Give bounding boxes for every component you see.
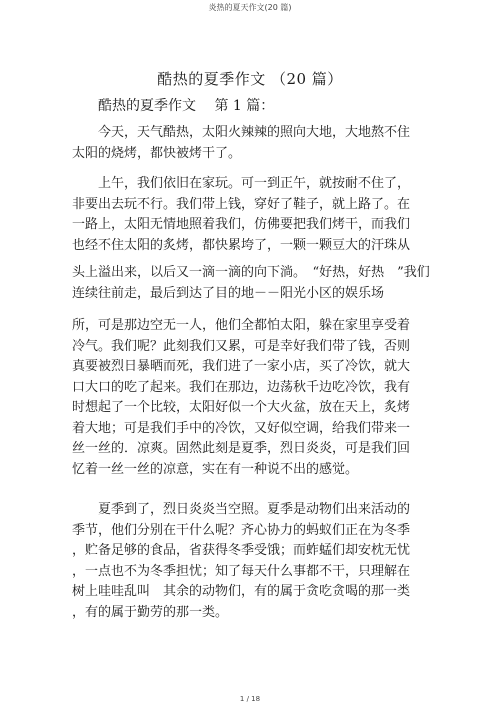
- text-line: 真要被烈日暴晒而死，我们进了一家小店，买了冷饮，就大: [72, 359, 411, 374]
- text-line: 夏季到了，烈日炎炎当空照。夏季是动物们出来活动的: [72, 502, 411, 517]
- text-line: ，贮备足够的食品，省获得冬季受饿；而蚱蜢们却安枕无忧: [72, 543, 411, 558]
- text-line: 连续往前走，最后到达了目的地－－阳光小区的娱乐场: [72, 285, 385, 301]
- text-line: 季节，他们分别在干什么呢？齐心协力的蚂蚁们正在为冬季: [72, 522, 411, 538]
- paragraph-4: [72, 316, 411, 480]
- text-line: 所，可是那边空无一人，他们全都怕太阳，躲在家里享受着: [72, 318, 411, 333]
- text-line: 冷气。我们呢？此刻我们又累，可是幸好我们带了钱，否则: [72, 338, 411, 354]
- text-line: 树上哇哇乱叫 其余的动物们，有的属于贪吃贪喝的那一类: [72, 584, 411, 599]
- text-line: 也经不住太阳的炙烤，都快累垮了，一颗一颗豆大的汗珠从: [72, 237, 411, 253]
- text-line: 上午，我们依旧在家玩。可一到正午，就按耐不住了，: [72, 176, 411, 191]
- running-header: 炎热的夏天作文(20 篇): [208, 3, 292, 12]
- text-line: 太阳的烧烤，都快被烤干了。: [72, 145, 242, 161]
- text-line: 丝一丝的．凉爽。固然此刻是夏季，烈日炎炎，可是我们回: [72, 441, 411, 456]
- text-line: 时想起了一个比较，太阳好似一个大火盆，放在天上，炙烤: [72, 400, 411, 415]
- text-line: 口大口的吃了起来。我们在那边，边荡秋千边吃冷饮，我有: [72, 379, 411, 395]
- section-subtitle: 酷热的夏季作文 第 1 篇：: [98, 98, 275, 114]
- text-line: 非要出去玩不行。我们带上钱，穿好了鞋子，就上路了。在: [72, 196, 411, 212]
- text-line: ，有的属于勤劳的那一类。: [72, 604, 229, 620]
- paragraph-3: [72, 263, 430, 304]
- page-number: 1 / 18: [239, 695, 261, 703]
- paragraph-1: [72, 123, 411, 164]
- text-line: 今天，天气酷热，太阳火辣辣的照向大地，大地熬不住: [72, 125, 411, 140]
- paragraph-5: [72, 500, 411, 623]
- document-title: 酷热的夏季作文 （20 篇）: [157, 70, 343, 88]
- text-line: 一路上，太阳无情地照着我们，仿佛要把我们烤干，而我们: [72, 217, 411, 232]
- text-line: 着大地；可是我们手中的冷饮，又好似空调，给我们带来一: [72, 420, 411, 436]
- paragraph-2: [72, 174, 411, 256]
- text-line: 忆着一丝一丝的凉意，实在有一种说不出的感觉。: [72, 461, 359, 477]
- text-line: ，一点也不为冬季担忧；知了每天什么事都不干，只理解在: [72, 563, 411, 579]
- text-line: 头上溢出来，以后又一滴一滴的向下淌。 “好热，好热 ”我们: [72, 265, 430, 280]
